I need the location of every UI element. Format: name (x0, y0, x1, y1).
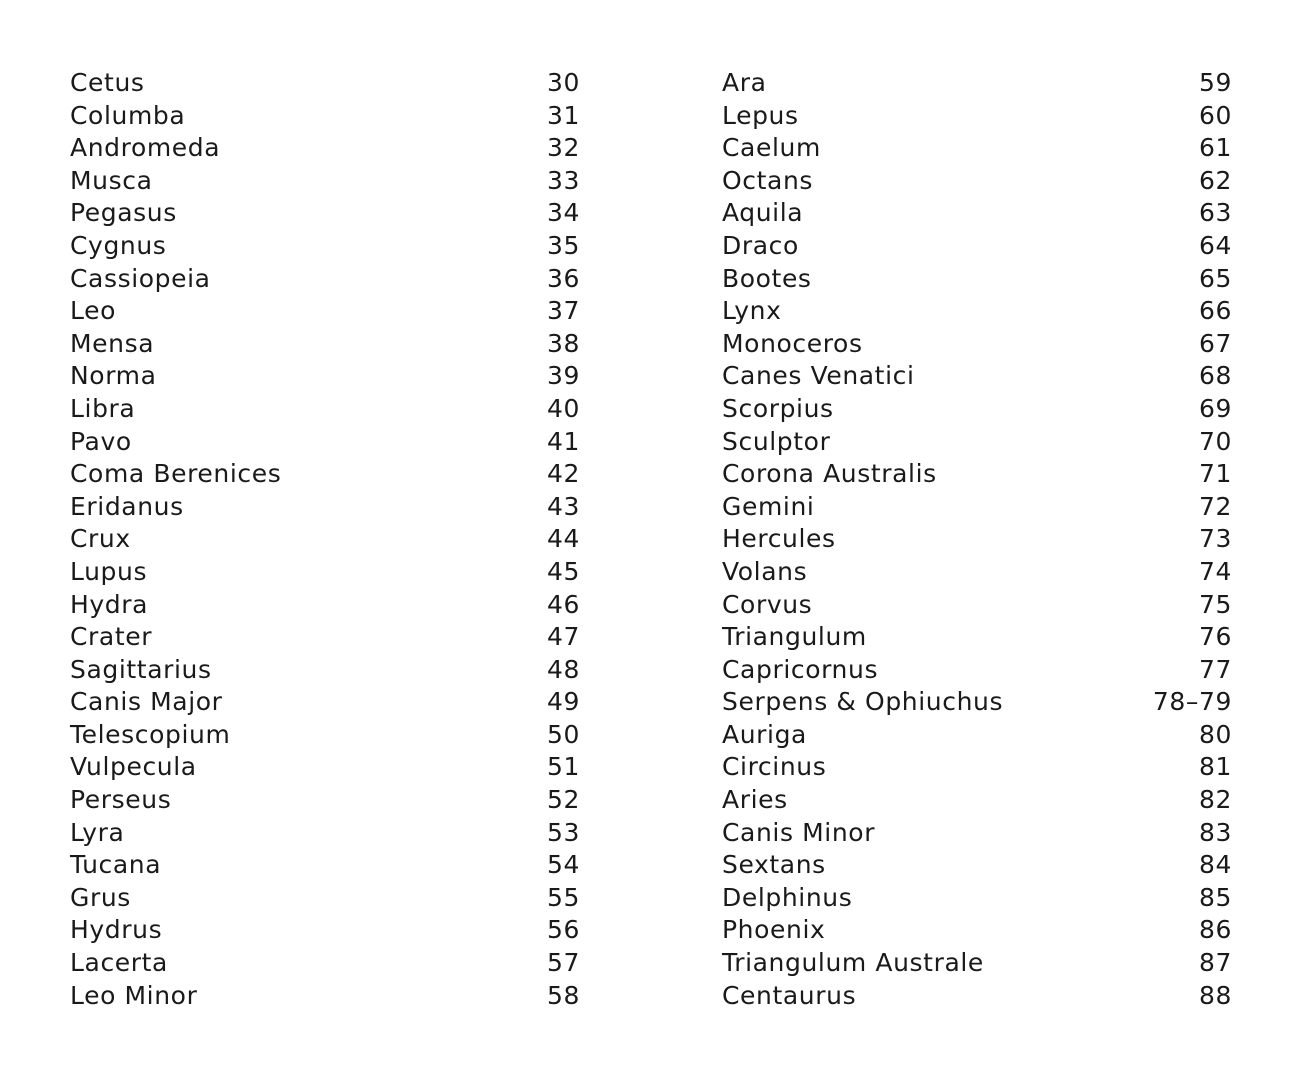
page-number: 50 (546, 719, 580, 749)
constellation-name: Musca (70, 165, 153, 195)
toc-entry (722, 328, 1232, 361)
constellation-name: Crater (70, 622, 153, 652)
constellation-name: Hydrus (70, 915, 163, 945)
constellation-name: Canis Major (70, 687, 223, 717)
constellation-name: Triangulum Australe (722, 948, 984, 978)
constellation-name: Circinus (722, 752, 827, 782)
page-number: 67 (1198, 328, 1232, 358)
toc-entry (722, 882, 1232, 915)
constellation-name: Eridanus (70, 491, 184, 521)
constellation-name: Volans (722, 556, 808, 586)
page-number: 77 (1198, 654, 1232, 684)
toc-entry (722, 784, 1232, 817)
page-number: 49 (546, 687, 580, 717)
constellation-name: Cassiopeia (70, 263, 211, 293)
page-number: 44 (546, 524, 580, 554)
toc-entry (722, 751, 1232, 784)
constellation-name: Serpens & Ophiuchus (722, 687, 1004, 717)
toc-entry (70, 67, 580, 100)
page-number: 46 (546, 589, 580, 619)
constellation-name: Aries (722, 785, 788, 815)
constellation-name: Bootes (722, 263, 812, 293)
constellation-name: Sculptor (722, 426, 831, 456)
page-number: 56 (546, 915, 580, 945)
toc-entry (722, 556, 1232, 589)
page-number: 54 (546, 850, 580, 880)
page-number: 74 (1198, 556, 1232, 586)
toc-entry (70, 914, 580, 947)
constellation-name: Aquila (722, 198, 804, 228)
page-number: 41 (546, 426, 580, 456)
page-number: 61 (1198, 133, 1232, 163)
page-number: 68 (1198, 361, 1232, 391)
constellation-name: Auriga (722, 719, 807, 749)
page-number: 71 (1198, 459, 1232, 489)
constellation-name: Coma Berenices (70, 459, 282, 489)
toc-entry (70, 393, 580, 426)
page-number: 39 (546, 361, 580, 391)
toc-entry (722, 849, 1232, 882)
page-number: 86 (1198, 915, 1232, 945)
constellation-name: Octans (722, 165, 814, 195)
toc-entry (70, 458, 580, 491)
toc-entry (722, 719, 1232, 752)
constellation-name: Scorpius (722, 393, 834, 423)
toc-entry (722, 165, 1232, 198)
toc-entry (722, 914, 1232, 947)
toc-entry (722, 654, 1232, 687)
page-number: 42 (546, 459, 580, 489)
constellation-name: Sagittarius (70, 654, 212, 684)
page-number: 53 (546, 817, 580, 847)
page-number: 57 (546, 948, 580, 978)
page-number: 87 (1198, 948, 1232, 978)
toc-entry (70, 230, 580, 263)
constellation-name: Monoceros (722, 328, 863, 358)
constellation-name: Hercules (722, 524, 836, 554)
page-number: 38 (546, 328, 580, 358)
toc-entry (70, 947, 580, 980)
toc-entry (70, 719, 580, 752)
page-number: 85 (1198, 882, 1232, 912)
page-number: 70 (1198, 426, 1232, 456)
page-number: 59 (1198, 68, 1232, 97)
toc-entry (722, 360, 1232, 393)
toc-entry (722, 100, 1232, 133)
toc-entry (70, 654, 580, 687)
page-number: 30 (546, 68, 580, 97)
constellation-name: Phoenix (722, 915, 826, 945)
toc-entry (70, 197, 580, 230)
toc-entry (722, 263, 1232, 296)
toc-entry (70, 784, 580, 817)
constellation-name: Leo (70, 296, 116, 326)
constellation-name: Ara (722, 68, 767, 97)
page-number: 88 (1198, 980, 1232, 1010)
toc-entry (722, 817, 1232, 850)
page-number: 66 (1198, 296, 1232, 326)
constellation-name: Lacerta (70, 948, 168, 978)
constellation-name: Andromeda (70, 133, 221, 163)
page-number: 51 (546, 752, 580, 782)
constellation-name: Draco (722, 230, 799, 260)
constellation-name: Delphinus (722, 882, 853, 912)
constellation-name: Corona Australis (722, 459, 937, 489)
toc-entry (722, 197, 1232, 230)
toc-entry (70, 686, 580, 719)
toc-entry (722, 426, 1232, 459)
page-number: 81 (1198, 752, 1232, 782)
page-number: 31 (546, 100, 580, 130)
constellation-name: Triangulum (722, 622, 867, 652)
constellation-name: Centaurus (722, 980, 857, 1010)
page-number: 34 (546, 198, 580, 228)
page-number: 64 (1198, 230, 1232, 260)
toc-entry (70, 132, 580, 165)
toc-entry (70, 491, 580, 524)
toc-entry (70, 849, 580, 882)
toc-entry (70, 621, 580, 654)
page-number: 65 (1198, 263, 1232, 293)
page-number: 37 (546, 296, 580, 326)
constellation-name: Telescopium (70, 719, 231, 749)
toc-entry (722, 230, 1232, 263)
toc-entry (70, 817, 580, 850)
page-number: 62 (1198, 165, 1232, 195)
toc-entry (722, 67, 1232, 100)
page-number: 76 (1198, 622, 1232, 652)
page-number: 55 (546, 882, 580, 912)
page-number: 83 (1198, 817, 1232, 847)
page-number: 69 (1198, 393, 1232, 423)
toc-column-right (722, 67, 1232, 1012)
page-number: 35 (546, 230, 580, 260)
page-number: 40 (546, 393, 580, 423)
toc-entry (722, 947, 1232, 980)
page-number: 82 (1198, 785, 1232, 815)
toc-entry (722, 621, 1232, 654)
constellation-name: Canis Minor (722, 817, 876, 847)
constellation-name: Pegasus (70, 198, 177, 228)
constellation-name: Pavo (70, 426, 132, 456)
constellation-name: Sextans (722, 850, 826, 880)
toc-entry (70, 360, 580, 393)
page-number: 33 (546, 165, 580, 195)
page-number: 84 (1198, 850, 1232, 880)
page-number: 32 (546, 133, 580, 163)
constellation-name: Cygnus (70, 230, 167, 260)
toc-entry (70, 980, 580, 1013)
constellation-name: Vulpecula (70, 752, 197, 782)
constellation-name: Lynx (722, 296, 782, 326)
toc-entry (70, 523, 580, 556)
constellation-name: Lepus (722, 100, 799, 130)
constellation-name: Columba (70, 100, 186, 130)
constellation-name: Caelum (722, 133, 821, 163)
page-number: 52 (546, 785, 580, 815)
toc-column-left (70, 67, 580, 1012)
toc-entry (722, 589, 1232, 622)
page-number: 43 (546, 491, 580, 521)
toc-entry (70, 263, 580, 296)
toc-entry (70, 589, 580, 622)
page-number: 48 (546, 654, 580, 684)
constellation-name: Lupus (70, 556, 148, 586)
toc-entry (70, 882, 580, 915)
toc-entry (70, 556, 580, 589)
page-number: 45 (546, 556, 580, 586)
toc-entry (70, 328, 580, 361)
toc-entry (722, 393, 1232, 426)
toc-entry (722, 980, 1232, 1013)
toc-entry (722, 458, 1232, 491)
page-number: 72 (1198, 491, 1232, 521)
constellation-name: Gemini (722, 491, 815, 521)
page-number: 78–79 (1152, 687, 1232, 717)
page-number: 60 (1198, 100, 1232, 130)
page-number: 36 (546, 263, 580, 293)
constellation-name: Grus (70, 882, 131, 912)
constellation-name: Libra (70, 393, 136, 423)
constellation-name: Corvus (722, 589, 813, 619)
page-number: 47 (546, 622, 580, 652)
page-number: 63 (1198, 198, 1232, 228)
constellation-name: Capricornus (722, 654, 879, 684)
constellation-name: Crux (70, 524, 131, 554)
constellation-name: Lyra (70, 817, 125, 847)
constellation-name: Cetus (70, 68, 145, 97)
toc-entry (70, 100, 580, 133)
toc-entry (70, 165, 580, 198)
toc-entry (722, 132, 1232, 165)
constellation-name: Mensa (70, 328, 155, 358)
toc-entry (722, 491, 1232, 524)
page-number: 73 (1198, 524, 1232, 554)
constellation-name: Canes Venatici (722, 361, 915, 391)
toc-entry (722, 295, 1232, 328)
toc-entry (70, 295, 580, 328)
page-number: 58 (546, 980, 580, 1010)
toc-entry (722, 686, 1232, 719)
constellation-name: Perseus (70, 785, 172, 815)
toc-entry (70, 751, 580, 784)
constellation-name: Norma (70, 361, 157, 391)
constellation-name: Hydra (70, 589, 149, 619)
page-number: 80 (1198, 719, 1232, 749)
toc-entry (722, 523, 1232, 556)
constellation-name: Tucana (70, 850, 162, 880)
toc-entry (70, 426, 580, 459)
constellation-name: Leo Minor (70, 980, 198, 1010)
page-number: 75 (1198, 589, 1232, 619)
